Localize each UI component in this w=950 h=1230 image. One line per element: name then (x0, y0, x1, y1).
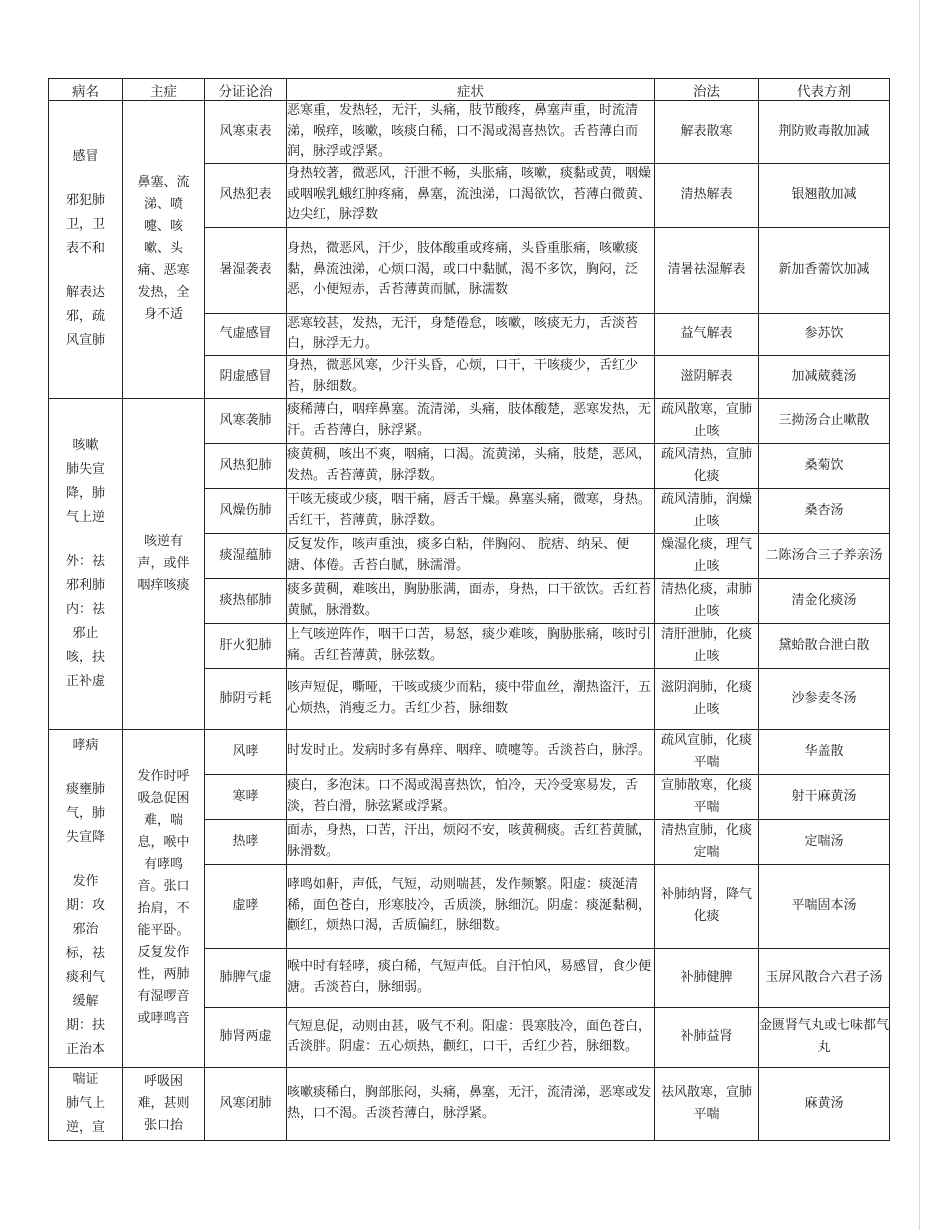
symptoms-cell: 身热，微恶风，汗少，肢体酸重或疼痛，头昏重胀痛，咳嗽痰黏，鼻流浊涕，心烦口渴，或口中黏腻，渴不多饮，胸闷，泛恶，小便短赤，舌苔薄黄而腻，脉濡数 (287, 227, 655, 313)
line: 发作 (72, 874, 99, 889)
table-row (49, 101, 890, 164)
formula-cell: 黛蛤散合泄白散 (759, 623, 890, 668)
formula-cell: 清金化痰汤 (759, 578, 890, 623)
treatment-cell: 宣肺散寒，化痰平喘 (655, 774, 759, 819)
header-row (49, 79, 890, 101)
line: 吸急促困 (137, 791, 190, 806)
line: 涕、喷 (143, 197, 183, 213)
line: 息，喉中 (137, 835, 190, 850)
symptoms-cell: 恶寒较甚，发热，无汗，身楚倦怠，咳嗽，咳痰无力，舌淡苔白，脉浮无力。 (287, 313, 655, 355)
differentiation-cell: 肺肾两虚 (205, 1007, 287, 1067)
line: 身不适 (143, 307, 183, 323)
symptoms-cell: 时发时止。发病时多有鼻痒、咽痒、喷嚏等。舌淡苔白，脉浮。 (287, 729, 655, 774)
line: 喘证 (72, 1071, 99, 1087)
formula-cell: 三拗汤合止嗽散 (759, 398, 890, 443)
table-row (49, 1067, 890, 1140)
line: 发热，全 (137, 285, 190, 301)
line: 有哮鸣 (143, 857, 183, 872)
line: 邪犯肺 (65, 193, 105, 209)
table-row (49, 729, 890, 774)
line: 风宣肺 (65, 333, 105, 349)
line: 痛、恶寒 (137, 263, 190, 279)
line: 邪治 (72, 922, 99, 937)
line (49, 261, 122, 281)
symptoms-cell: 痰多黄稠，难咳出，胸胁胀满，面赤，身热，口干欲饮。舌红苔黄腻，脉滑数。 (287, 578, 655, 623)
line: 呼吸困 (143, 1073, 183, 1089)
line: 感冒 (72, 149, 99, 165)
header-formula: 代表方剂 (759, 79, 890, 101)
line: 失宣降 (65, 830, 105, 845)
header-symptoms: 症状 (287, 79, 655, 101)
differentiation-cell: 风寒袭肺 (205, 398, 287, 443)
treatment-cell: 祛风散寒，宣肺平喘 (655, 1067, 759, 1140)
line: 咳，扶 (65, 649, 105, 665)
line: 或哮鸣音 (137, 1011, 190, 1026)
treatment-cell: 清肝泄肺，化痰止咳 (655, 623, 759, 668)
tcm-syndrome-table (48, 78, 890, 1141)
line: 邪，疏 (65, 309, 105, 325)
differentiation-cell: 阴虚感冒 (205, 355, 287, 398)
symptoms-cell: 痰白，多泡沫。口不渴或渴喜热饮，怕冷，天冷受寒易发，舌淡，苔白滑，脉弦紧或浮紧。 (287, 774, 655, 819)
formula-cell: 玉屏风散合六君子汤 (759, 948, 890, 1007)
treatment-cell: 疏风散寒，宣肺止咳 (655, 398, 759, 443)
line: 难，喘 (143, 813, 183, 828)
treatment-cell: 清热宣肺，化痰定喘 (655, 819, 759, 864)
line: 张口抬 (143, 1117, 183, 1133)
treatment-cell: 疏风清热，宣肺化痰 (655, 443, 759, 488)
symptoms-cell: 身热，微恶风寒，少汗头昏，心烦，口干，干咳痰少，舌红少苔，脉细数。 (287, 355, 655, 398)
line: 难，甚则 (137, 1095, 190, 1111)
line: 嗽、头 (143, 241, 183, 257)
line: 期：扶 (65, 1018, 105, 1033)
treatment-cell: 清热化痰，肃肺止咳 (655, 578, 759, 623)
line: 声，或伴 (137, 555, 190, 571)
line: 咳嗽 (72, 437, 99, 453)
treatment-cell: 清热解表 (655, 163, 759, 227)
line: 邪止 (72, 625, 99, 641)
line: 嚏、咳 (143, 219, 183, 235)
formula-cell: 桑菊饮 (759, 443, 890, 488)
differentiation-cell: 痰湿蕴肺 (205, 533, 287, 578)
line: 咳逆有 (143, 533, 183, 549)
differentiation-cell: 风燥伤肺 (205, 488, 287, 533)
differentiation-cell: 风哮 (205, 729, 287, 774)
symptoms-cell: 反复发作，咳声重浊，痰多白粘，伴胸闷、 脘痞、纳呆、便溏、体倦。舌苔白腻，脉濡滑。 (287, 533, 655, 578)
symptoms-cell: 气短息促，动则由甚，吸气不利。阳虚：畏寒肢冷，面色苍白，舌淡胖。阴虚：五心烦热，颧红，口干，舌红少苔，脉细数。 (287, 1007, 655, 1067)
line: 咽痒咳痰 (137, 577, 190, 593)
differentiation-cell: 虚哮 (205, 864, 287, 948)
symptoms-cell: 恶寒重，发热轻，无汗，头痛，肢节酸疼，鼻塞声重，时流清涕，喉痒，咳嗽，咳痰白稀，口不渴或渴喜热饮。舌苔薄白而润，脉浮或浮紧。 (287, 101, 655, 164)
line: 缓解 (72, 994, 99, 1009)
line: 音。张口 (137, 879, 190, 894)
formula-cell: 射干麻黄汤 (759, 774, 890, 819)
line (49, 850, 122, 870)
page-edge (919, 0, 920, 1230)
treatment-cell: 补肺健脾 (655, 948, 759, 1007)
treatment-cell: 疏风清肺，润燥止咳 (655, 488, 759, 533)
symptoms-cell: 哮鸣如鼾，声低，气短，动则喘甚，发作频繁。阳虚：痰涎清稀，面色苍白，形寒肢冷，舌质淡，脉细沉。阴虚：痰涎黏稠，颧红，烦热口渴，舌质偏红，脉细数。 (287, 864, 655, 948)
symptoms-cell: 上气咳逆阵作，咽干口苦，易怒，痰少难咳，胸胁胀痛，咳时引痛。舌红苔薄黄，脉弦数。 (287, 623, 655, 668)
table-row (49, 398, 890, 443)
line: 外：祛 (65, 553, 105, 569)
symptoms-cell: 痰稀薄白，咽痒鼻塞。流清涕，头痛，肢体酸楚，恶寒发热，无汗。舌苔薄白，脉浮紧。 (287, 398, 655, 443)
treatment-cell: 益气解表 (655, 313, 759, 355)
symptoms-cell: 喉中时有轻哮，痰白稀，气短声低。自汗怕风，易感冒，食少便溏。舌淡苔白，脉细弱。 (287, 948, 655, 1007)
differentiation-cell: 风寒闭肺 (205, 1067, 287, 1140)
formula-cell: 参苏饮 (759, 313, 890, 355)
differentiation-cell: 寒哮 (205, 774, 287, 819)
formula-cell: 平喘固本汤 (759, 864, 890, 948)
disease-cell (49, 729, 123, 1067)
formula-cell: 华盖散 (759, 729, 890, 774)
line: 肺气上 (65, 1095, 105, 1111)
line: 痰利气 (65, 970, 105, 985)
line: 逆，宣 (65, 1119, 105, 1135)
line: 哮病 (72, 738, 99, 753)
disease-cell (49, 1067, 123, 1140)
formula-cell: 加减葳蕤汤 (759, 355, 890, 398)
line: 肺失宣 (65, 461, 105, 477)
line: 正治本 (65, 1042, 105, 1057)
formula-cell: 桑杏汤 (759, 488, 890, 533)
formula-cell: 银翘散加减 (759, 163, 890, 227)
disease-cell (49, 101, 123, 399)
formula-cell: 新加香薷饮加减 (759, 227, 890, 313)
symptoms-cell: 痰黄稠，咳出不爽，咽痛，口渴。流黄涕，头痛，肢楚，恶风，发热。舌苔薄黄，脉浮数。 (287, 443, 655, 488)
line: 标，祛 (65, 946, 105, 961)
symptoms-cell: 干咳无痰或少痰，咽干痛，唇舌干燥。鼻塞头痛，微寒，身热。舌红干，苔薄黄，脉浮数。 (287, 488, 655, 533)
differentiation-cell: 风寒束表 (205, 101, 287, 164)
line: 解表达 (65, 285, 105, 301)
symptoms-cell: 身热较著，微恶风，汗泄不畅，头胀痛，咳嗽，痰黏或黄，咽燥或咽喉乳蛾红肿疼痛，鼻塞，流浊涕，口渴欲饮，苔薄白微黄、边尖红，脉浮数 (287, 163, 655, 227)
line: 邪利肺 (65, 577, 105, 593)
line: 期：攻 (65, 898, 105, 913)
formula-cell: 二陈汤合三子养亲汤 (759, 533, 890, 578)
line: 痰壅肺 (65, 782, 105, 797)
line: 反复发作 (137, 945, 190, 960)
line: 表不和 (65, 241, 105, 257)
treatment-cell: 滋阴润肺，化痰止咳 (655, 668, 759, 729)
disease-cell (49, 398, 123, 729)
line: 能平卧。 (137, 923, 190, 938)
header-treatment: 治法 (655, 79, 759, 101)
line: 正补虚 (65, 673, 105, 689)
header-main-symptom: 主症 (123, 79, 205, 101)
line: 卫，卫 (65, 217, 105, 233)
differentiation-cell: 痰热郁肺 (205, 578, 287, 623)
treatment-cell: 补肺纳肾，降气化痰 (655, 864, 759, 948)
treatment-cell: 补肺益肾 (655, 1007, 759, 1067)
treatment-cell: 解表散寒 (655, 101, 759, 164)
line: 气，肺 (65, 806, 105, 821)
differentiation-cell: 气虚感冒 (205, 313, 287, 355)
formula-cell: 定喘汤 (759, 819, 890, 864)
header-disease: 病名 (49, 79, 123, 101)
differentiation-cell: 风热犯表 (205, 163, 287, 227)
line (49, 169, 122, 189)
symptoms-cell: 咳嗽痰稀白，胸部胀闷，头痛，鼻塞，无汗，流清涕，恶寒或发热，口不渴。舌淡苔薄白，脉浮紧。 (287, 1067, 655, 1140)
treatment-cell: 燥湿化痰，理气止咳 (655, 533, 759, 578)
line (49, 758, 122, 778)
main-symptom-cell (123, 729, 205, 1067)
main-symptom-cell (123, 101, 205, 399)
line: 内：祛 (65, 601, 105, 617)
differentiation-cell: 热哮 (205, 819, 287, 864)
formula-cell: 麻黄汤 (759, 1067, 890, 1140)
symptoms-cell: 咳声短促，嘶哑，干咳或痰少而粘，痰中带血丝，潮热盗汗，五心烦热，消瘦乏力。舌红少苔，脉细数 (287, 668, 655, 729)
line (49, 530, 122, 550)
line: 气上逆 (65, 509, 105, 525)
line: 降，肺 (65, 485, 105, 501)
differentiation-cell: 肝火犯肺 (205, 623, 287, 668)
treatment-cell: 滋阴解表 (655, 355, 759, 398)
formula-cell: 荆防败毒散加减 (759, 101, 890, 164)
differentiation-cell: 肺阴亏耗 (205, 668, 287, 729)
line: 鼻塞、流 (137, 175, 190, 191)
main-symptom-cell (123, 398, 205, 729)
treatment-cell: 清暑祛湿解表 (655, 227, 759, 313)
header-differentiation: 分证论治 (205, 79, 287, 101)
differentiation-cell: 肺脾气虚 (205, 948, 287, 1007)
main-symptom-cell (123, 1067, 205, 1140)
symptoms-cell: 面赤，身热，口苦，汗出，烦闷不安，咳黄稠痰。舌红苔黄腻，脉滑数。 (287, 819, 655, 864)
formula-cell: 沙参麦冬汤 (759, 668, 890, 729)
line: 性，两肺 (137, 967, 190, 982)
line: 有湿啰音 (137, 989, 190, 1004)
differentiation-cell: 风热犯肺 (205, 443, 287, 488)
differentiation-cell: 暑湿袭表 (205, 227, 287, 313)
treatment-cell: 疏风宣肺，化痰平喘 (655, 729, 759, 774)
line: 发作时呼 (137, 769, 190, 784)
formula-cell: 金匮肾气丸或七味都气丸 (759, 1007, 890, 1067)
line: 抬肩，不 (137, 901, 190, 916)
